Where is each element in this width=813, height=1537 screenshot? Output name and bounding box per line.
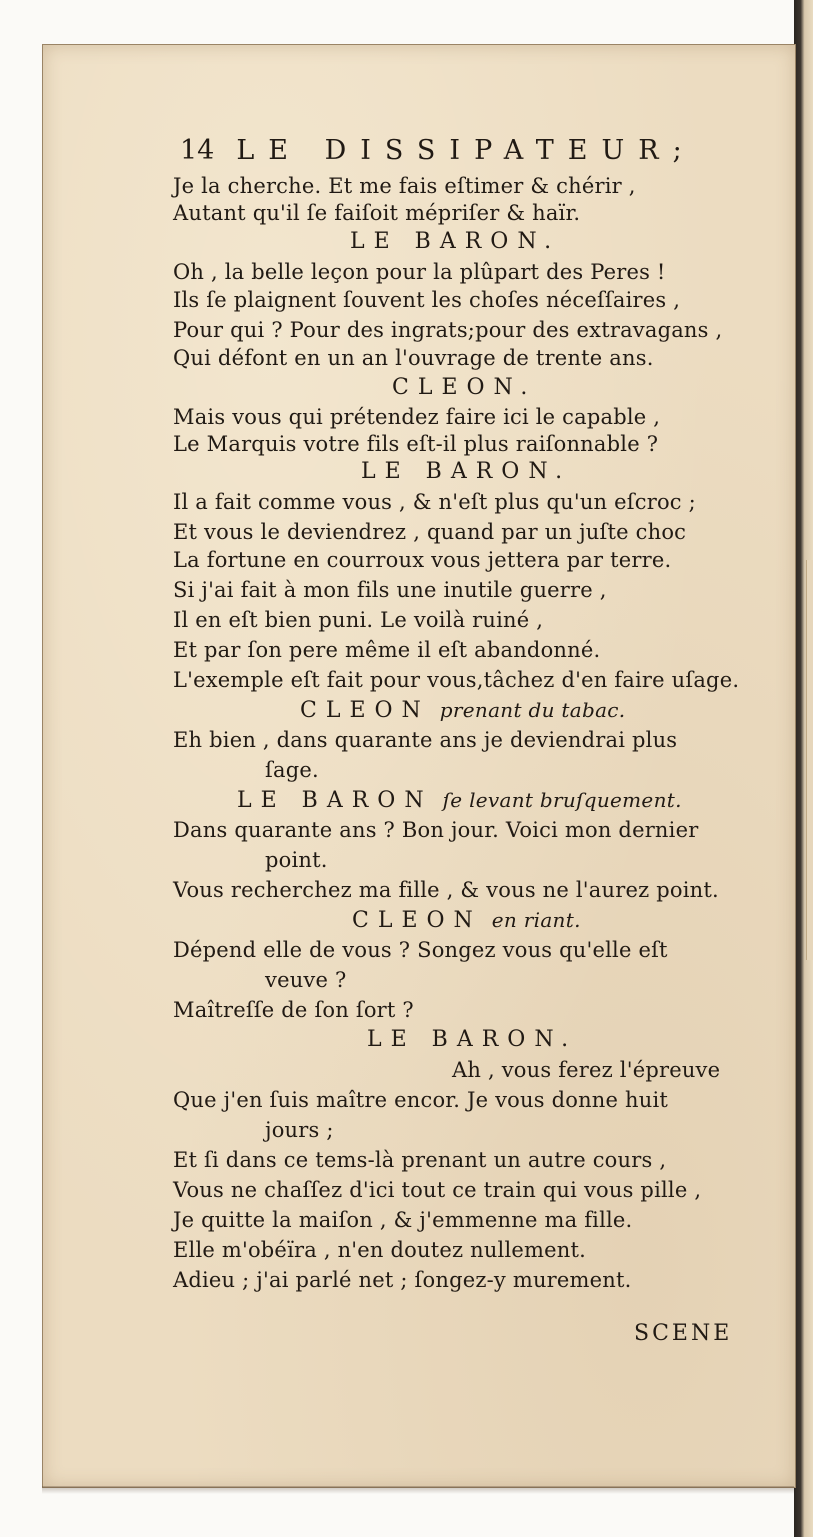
verse-line: Eh bien , dans quarante ans je deviendrai plus [173, 728, 678, 752]
speaker-name [237, 788, 682, 813]
verse-line: Elle m'obéïra , n'en doutez nullement. [173, 1238, 586, 1262]
verse-line: Il en eſt bien puni. Le voilà ruiné , [173, 608, 544, 632]
verse-line: Et vous le deviendrez , quand par un juſte choc [173, 520, 687, 544]
verse-continuation: point. [265, 848, 328, 872]
running-head: LE DISSIPATEUR; [236, 135, 696, 166]
page-header [180, 136, 696, 166]
verse-line: Dépend elle de vous ? Songez vous qu'elle eſt [173, 938, 668, 962]
verse-line: Ah , vous ferez l'épreuve [452, 1058, 721, 1082]
speaker-name [350, 230, 560, 254]
verse-line: Que j'en ſuis maître encor. Je vous donne huit [173, 1088, 669, 1112]
verse-line: Oh , la belle leçon pour la plûpart des Peres ! [173, 260, 666, 284]
speaker-label: LE BARON. [367, 1027, 578, 1052]
speaker-name [300, 698, 625, 723]
verse-line: Autant qu'il ſe faiſoit mépriſer & haïr. [173, 201, 581, 225]
verse-line: Et ſi dans ce tems-là prenant un autre cours , [173, 1148, 667, 1172]
verse-line: Qui défont en un an l'ouvrage de trente ans. [173, 346, 654, 370]
speaker-label: CLEON [300, 698, 430, 723]
stage-direction: en riant. [491, 908, 581, 932]
speaker-name [367, 1028, 577, 1052]
catchword: SCENE [634, 1321, 733, 1346]
verse-line: Pour qui ? Pour des ingrats;pour des extravagans , [173, 318, 723, 342]
page-shadow [42, 1486, 794, 1494]
stage-direction: ſe levant bruſquement. [442, 788, 682, 812]
facing-page-edge [806, 560, 813, 960]
speaker-label: LE BARON. [350, 229, 561, 254]
verse-line: Adieu ; j'ai parlé net ; ſongez-y murement. [173, 1268, 632, 1292]
verse-continuation: jours ; [265, 1118, 334, 1142]
verse-line: Je la cherche. Et me fais eſtimer & chérir , [173, 174, 636, 198]
verse-line: Il a fait comme vous , & n'eſt plus qu'un eſcroc ; [173, 490, 696, 514]
page-number: 14 [180, 135, 215, 166]
verse-line: Vous ne chaſſez d'ici tout ce train qui vous pille , [173, 1178, 702, 1202]
speaker-name [361, 460, 571, 484]
verse-line: Et par ſon pere même il eſt abandonné. [173, 638, 601, 662]
verse-line: Mais vous qui prétendez faire ici le capable , [173, 405, 661, 429]
verse-line: Vous recherchez ma fille , & vous ne l'aurez point. [173, 878, 719, 902]
verse-continuation: ſage. [265, 758, 319, 782]
verse-line: La fortune en courroux vous jettera par terre. [173, 548, 672, 572]
speaker-name [392, 376, 536, 400]
speaker-name [352, 908, 581, 933]
speaker-label: LE BARON. [361, 459, 572, 484]
speaker-label: LE BARON [237, 788, 433, 813]
verse-line: Je quitte la maiſon , & j'emmenne ma fille. [173, 1208, 633, 1232]
verse-line: Le Marquis votre fils eſt-il plus raiſonnable ? [173, 432, 659, 456]
speaker-label: CLEON. [392, 375, 537, 400]
verse-line: L'exemple eſt fait pour vous,tâchez d'en faire uſage. [173, 668, 740, 692]
verse-line: Ils ſe plaignent ſouvent les choſes néceſſaires , [173, 288, 681, 312]
stage-direction: prenant du tabac. [439, 698, 626, 722]
verse-line: Si j'ai fait à mon fils une inutile guerre , [173, 578, 607, 602]
verse-continuation: veuve ? [265, 968, 347, 992]
verse-line: Maîtreſſe de ſon ſort ? [173, 998, 414, 1022]
verse-line: Dans quarante ans ? Bon jour. Voici mon dernier [173, 818, 699, 842]
speaker-label: CLEON [352, 908, 482, 933]
